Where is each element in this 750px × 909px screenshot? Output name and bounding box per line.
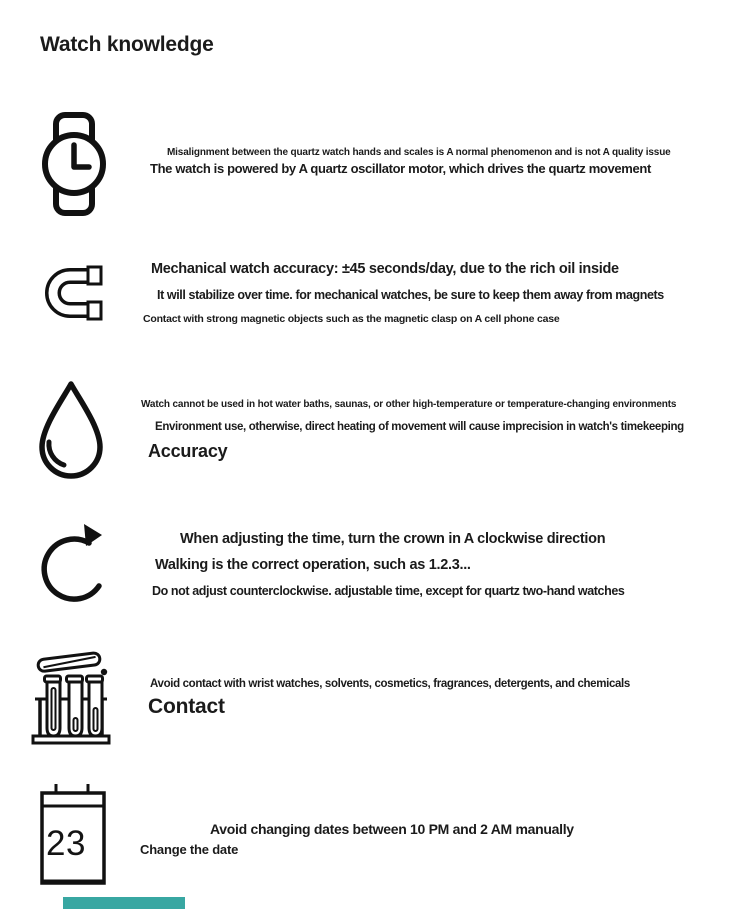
section-contact-heading: Contact [148,695,225,718]
section-magnet-text: It will stabilize over time. for mechanical watches, be sure to keep them away from magnets [157,288,664,302]
section-chemicals-text: Avoid contact with wrist watches, solvents, cosmetics, fragrances, detergents, and chemicals [150,678,630,690]
page-title: Watch knowledge [40,33,214,56]
section-magnet-note: Contact with strong magnetic objects such as the magnetic clasp on A cell phone case [143,313,560,325]
section-temperature-text: Environment use, otherwise, direct heating of movement will cause imprecision in watch's timekeeping [155,421,684,433]
watch-icon [42,112,106,216]
calendar-day-number: 23 [46,824,86,863]
section-crown-headline: When adjusting the time, turn the crown in A clockwise direction [180,531,606,547]
section-magnet-headline: Mechanical watch accuracy: ±45 seconds/day, due to the rich oil inside [151,261,619,277]
test-tubes-icon [30,646,112,746]
accent-bar [63,897,185,909]
water-drop-icon [34,379,108,481]
section-quartz-note: Misalignment between the quartz watch hands and scales is A normal phenomenon and is not A quality issue [167,147,671,158]
section-temperature-note: Watch cannot be used in hot water baths, saunas, or other high-temperature or temperature-changing environments [141,399,677,410]
section-crown-text: Walking is the correct operation, such as 1.2.3... [155,557,471,573]
clockwise-arrow-icon [38,521,114,609]
section-crown-note: Do not adjust counterclockwise. adjustable time, except for quartz two-hand watches [152,584,625,598]
magnet-icon [36,263,106,323]
section-accuracy-heading: Accuracy [148,441,228,461]
section-date-headline: Avoid changing dates between 10 PM and 2 AM manually [210,821,574,837]
section-quartz-text: The watch is powered by A quartz oscillator motor, which drives the quartz movement [150,161,651,176]
section-date-text: Change the date [140,842,239,857]
